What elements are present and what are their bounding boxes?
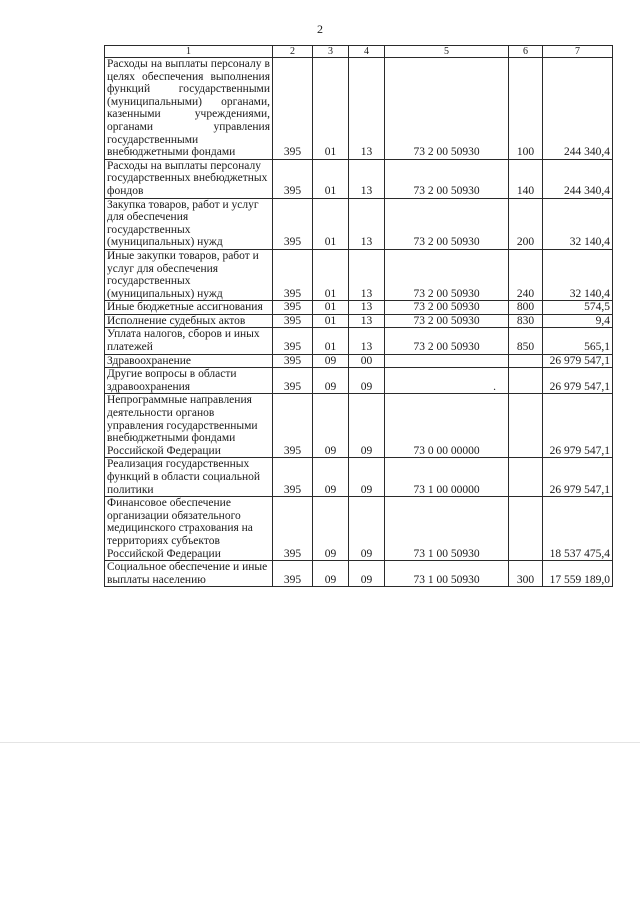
row-c2: 395	[273, 497, 313, 561]
row-c6	[509, 497, 543, 561]
row-c3: 09	[313, 394, 349, 458]
row-name: Реализация государственных функций в области социальной политики	[105, 458, 273, 497]
row-name: Иные бюджетные ассигнования	[105, 301, 273, 315]
row-c4: 09	[349, 394, 385, 458]
row-name: Расходы на выплаты персоналу в целях обеспечения выполнения функций государственными (муниципальными) органами, казенными учреждениями, органами управления государственными внебюджетными фондами	[105, 58, 273, 160]
row-name: Финансовое обеспечение организации обязательного медицинского страхования на территориях субъектов Российской Федерации	[105, 497, 273, 561]
row-c4: 09	[349, 458, 385, 497]
row-c4: 13	[349, 328, 385, 354]
header-row	[105, 46, 613, 58]
row-c5: 73 0 00 00000	[385, 394, 509, 458]
row-c2: 395	[273, 314, 313, 328]
table-row	[105, 458, 613, 497]
table-row	[105, 159, 613, 198]
row-c6: 140	[509, 159, 543, 198]
row-c7: 244 340,4	[543, 159, 613, 198]
row-c2: 395	[273, 561, 313, 587]
header-col-2: 2	[273, 46, 313, 58]
row-name: Иные закупки товаров, работ и услуг для обеспечения государственных (муниципальных) нужд	[105, 249, 273, 300]
row-c3: 01	[313, 198, 349, 249]
row-c6	[509, 394, 543, 458]
row-c2: 395	[273, 368, 313, 394]
row-c5: 73 2 00 50930	[385, 301, 509, 315]
row-c5: 73 1 00 50930	[385, 561, 509, 587]
row-c7: 17 559 189,0	[543, 561, 613, 587]
row-c3: 01	[313, 314, 349, 328]
row-c5: .	[385, 368, 509, 394]
row-c5: 73 1 00 00000	[385, 458, 509, 497]
row-c3: 09	[313, 368, 349, 394]
row-name: Закупка товаров, работ и услуг для обеспечения государственных (муниципальных) нужд	[105, 198, 273, 249]
header-col-1: 1	[105, 46, 273, 58]
row-c6: 240	[509, 249, 543, 300]
row-c7: 574,5	[543, 301, 613, 315]
row-c2: 395	[273, 301, 313, 315]
row-c5: 73 2 00 50930	[385, 249, 509, 300]
row-c3: 09	[313, 458, 349, 497]
row-c3: 09	[313, 561, 349, 587]
row-name: Здравоохранение	[105, 354, 273, 368]
table-row	[105, 561, 613, 587]
row-c4: 13	[349, 249, 385, 300]
table-row	[105, 368, 613, 394]
row-c5: 73 2 00 50930	[385, 159, 509, 198]
row-c2: 395	[273, 328, 313, 354]
row-c2: 395	[273, 354, 313, 368]
row-c5: 73 2 00 50930	[385, 58, 509, 160]
row-c7: 565,1	[543, 328, 613, 354]
row-c3: 01	[313, 301, 349, 315]
row-c3: 01	[313, 328, 349, 354]
row-c4: 09	[349, 368, 385, 394]
row-c4: 13	[349, 58, 385, 160]
table-row	[105, 328, 613, 354]
row-c7: 26 979 547,1	[543, 354, 613, 368]
row-c4: 13	[349, 198, 385, 249]
row-c3: 09	[313, 497, 349, 561]
row-c7: 18 537 475,4	[543, 497, 613, 561]
budget-table	[104, 45, 613, 587]
row-c5: 73 1 00 50930	[385, 497, 509, 561]
row-c2: 395	[273, 159, 313, 198]
row-c6: 100	[509, 58, 543, 160]
table-row	[105, 354, 613, 368]
row-c4: 09	[349, 561, 385, 587]
row-c6: 800	[509, 301, 543, 315]
table-row	[105, 58, 613, 160]
table-row	[105, 301, 613, 315]
row-c6: 200	[509, 198, 543, 249]
row-c6	[509, 458, 543, 497]
row-c6: 830	[509, 314, 543, 328]
row-name: Расходы на выплаты персоналу государственных внебюджетных фондов	[105, 159, 273, 198]
row-c7: 26 979 547,1	[543, 458, 613, 497]
row-c5: 73 2 00 50930	[385, 328, 509, 354]
header-col-3: 3	[313, 46, 349, 58]
row-c2: 395	[273, 58, 313, 160]
page-edge	[0, 742, 640, 743]
row-c7: 244 340,4	[543, 58, 613, 160]
header-col-5: 5	[385, 46, 509, 58]
table-row	[105, 394, 613, 458]
row-c4: 00	[349, 354, 385, 368]
row-c7: 9,4	[543, 314, 613, 328]
row-c3: 01	[313, 249, 349, 300]
row-c6: 300	[509, 561, 543, 587]
row-name: Социальное обеспечение и иные выплаты населению	[105, 561, 273, 587]
row-c7: 32 140,4	[543, 249, 613, 300]
header-col-6: 6	[509, 46, 543, 58]
row-c4: 09	[349, 497, 385, 561]
table-row	[105, 198, 613, 249]
table-row	[105, 314, 613, 328]
row-c3: 09	[313, 354, 349, 368]
row-c6	[509, 354, 543, 368]
row-name: Исполнение судебных актов	[105, 314, 273, 328]
row-c2: 395	[273, 249, 313, 300]
row-name: Уплата налогов, сборов и иных платежей	[105, 328, 273, 354]
row-c6: 850	[509, 328, 543, 354]
row-c6	[509, 368, 543, 394]
row-c3: 01	[313, 159, 349, 198]
row-c4: 13	[349, 159, 385, 198]
row-c2: 395	[273, 394, 313, 458]
page-number: 2	[317, 22, 323, 36]
header-col-4: 4	[349, 46, 385, 58]
row-c7: 26 979 547,1	[543, 394, 613, 458]
row-c2: 395	[273, 198, 313, 249]
row-c5	[385, 354, 509, 368]
row-name: Непрограммные направления деятельности органов управления государственными внебюджетными фондами Российской Федерации	[105, 394, 273, 458]
row-c5: 73 2 00 50930	[385, 314, 509, 328]
table-row	[105, 249, 613, 300]
table-row	[105, 497, 613, 561]
row-c4: 13	[349, 301, 385, 315]
row-c5: 73 2 00 50930	[385, 198, 509, 249]
row-c4: 13	[349, 314, 385, 328]
row-c3: 01	[313, 58, 349, 160]
row-c2: 395	[273, 458, 313, 497]
row-name: Другие вопросы в области здравоохранения	[105, 368, 273, 394]
row-c7: 32 140,4	[543, 198, 613, 249]
header-col-7: 7	[543, 46, 613, 58]
row-c7: 26 979 547,1	[543, 368, 613, 394]
